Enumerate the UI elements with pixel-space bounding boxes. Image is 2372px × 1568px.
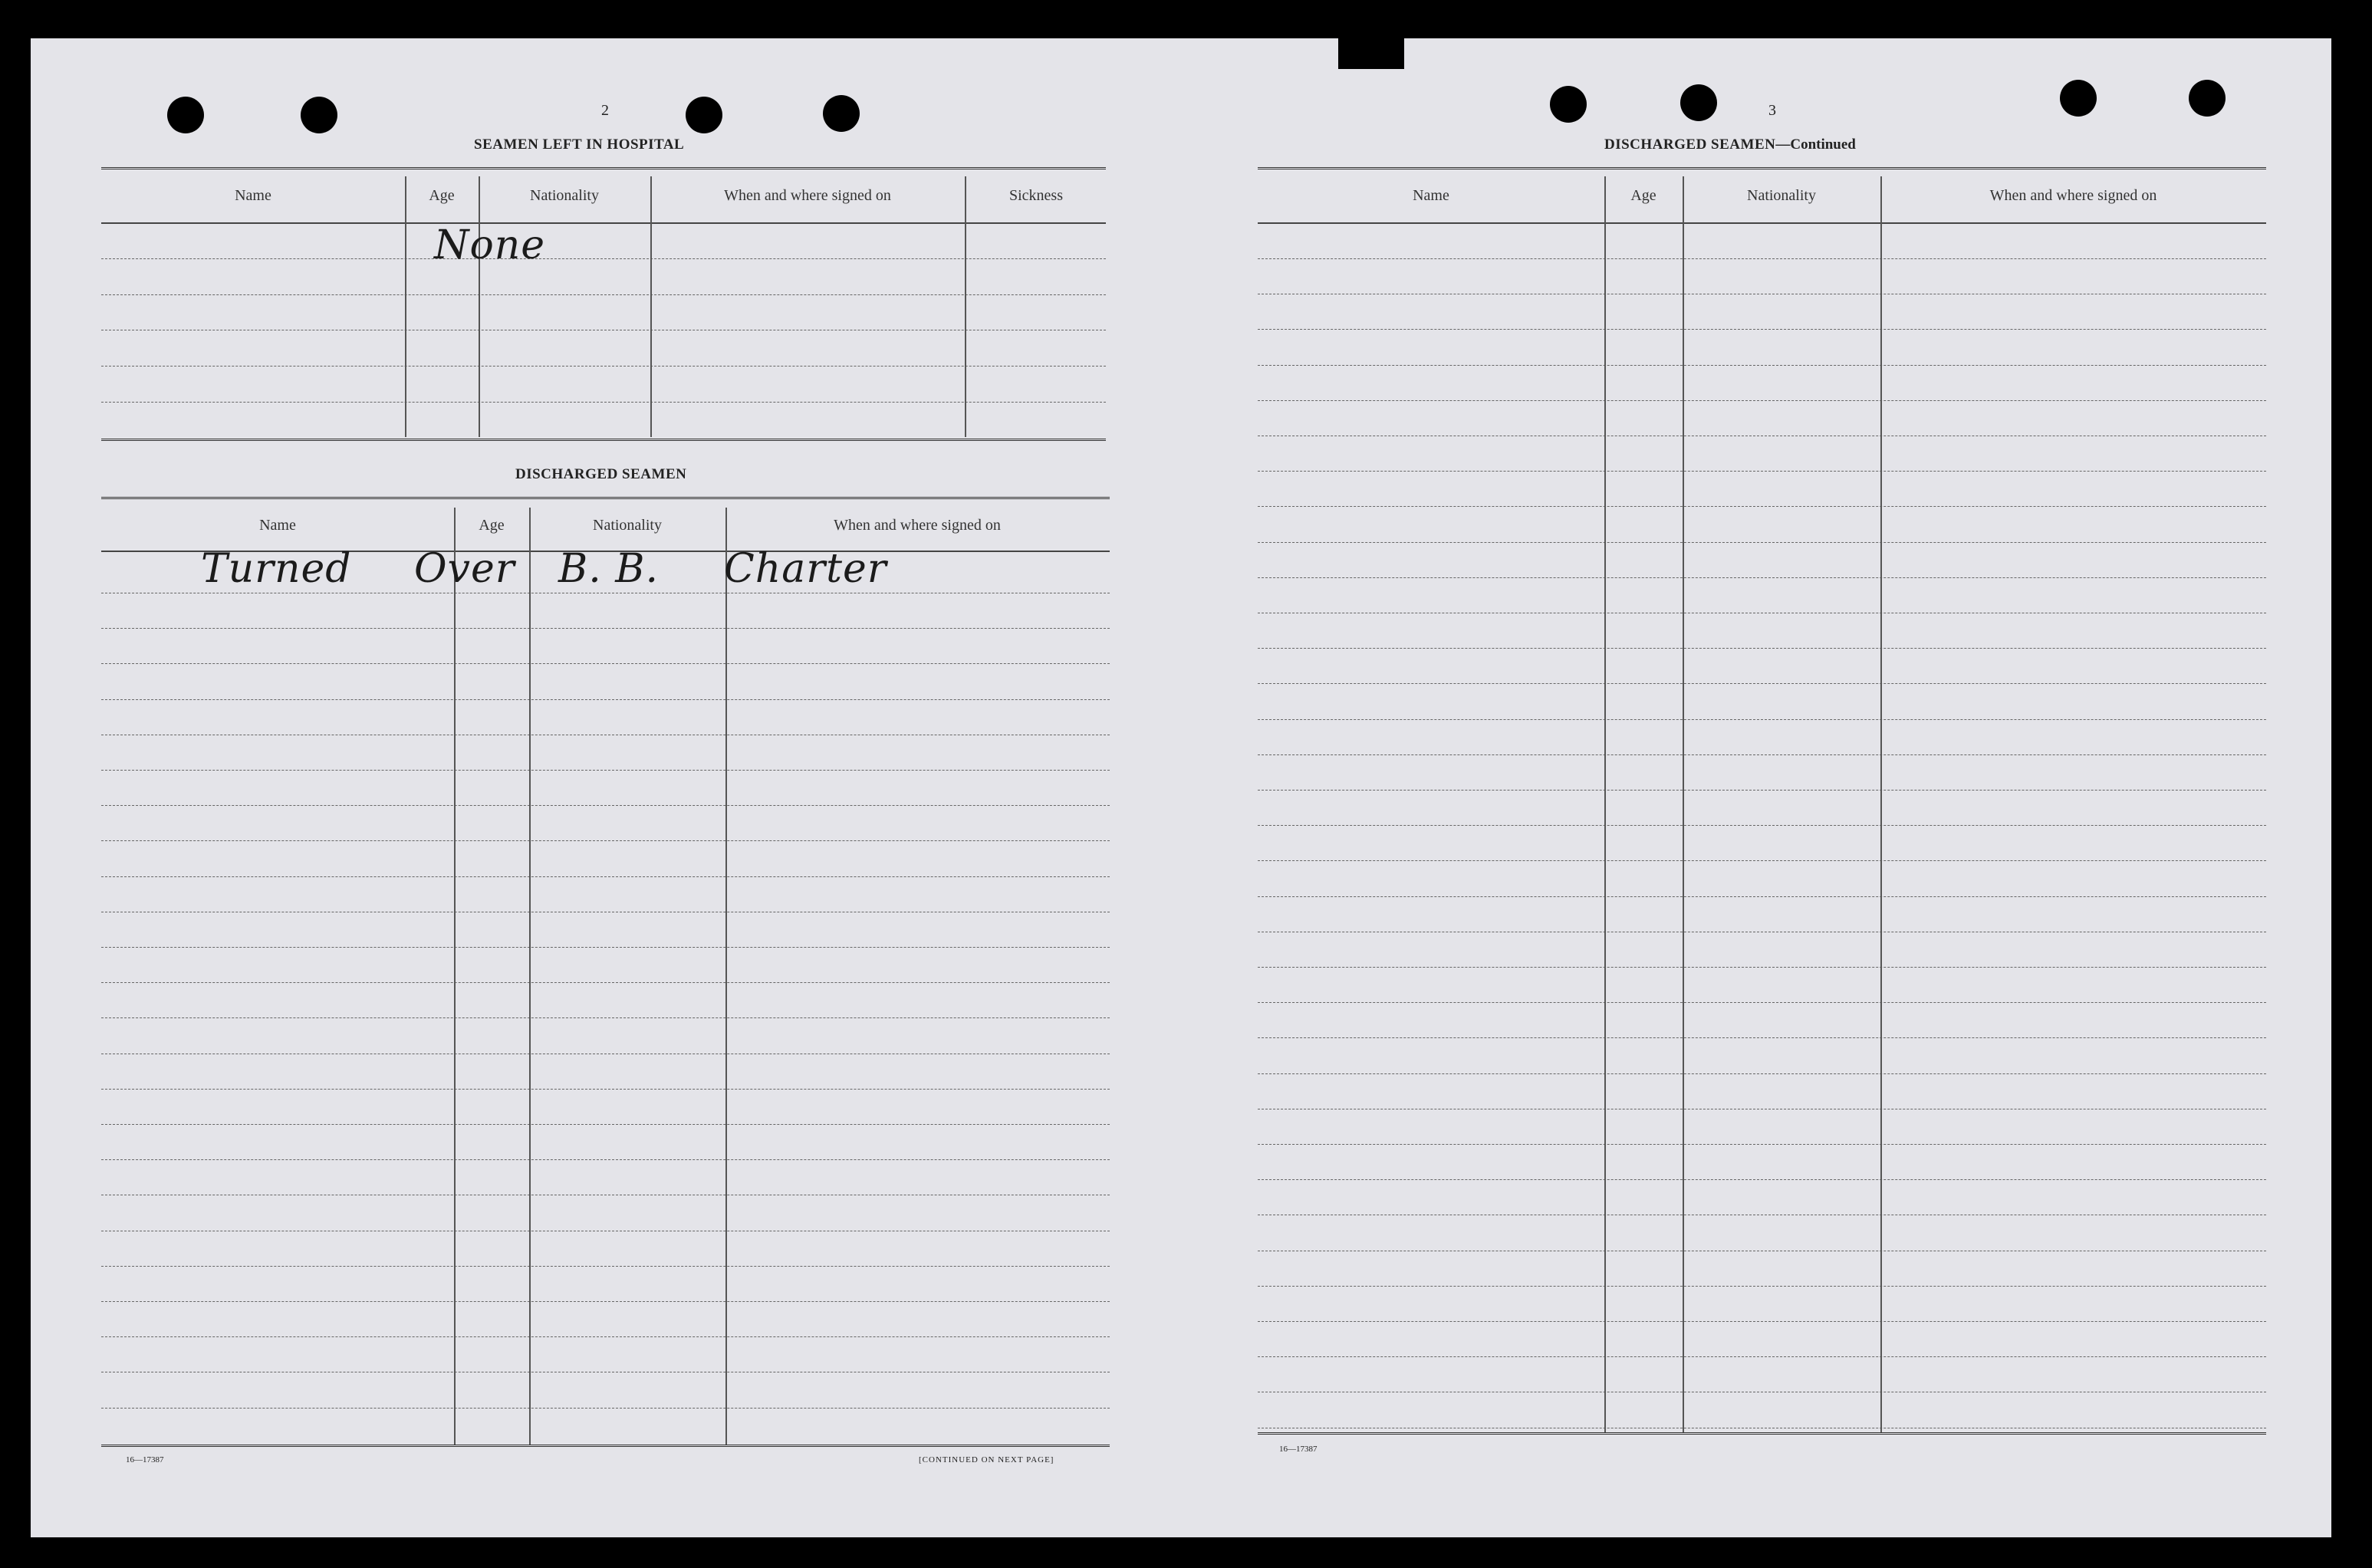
hospital-col-divider [479, 176, 480, 437]
right-top-rule [1258, 167, 2266, 169]
hospital-row-line [101, 294, 1106, 295]
table-row-line [101, 1124, 1110, 1125]
continued-note: [CONTINUED ON NEXT PAGE] [919, 1455, 1054, 1464]
form-number-right: 16—17387 [1279, 1445, 1318, 1454]
table-row-line [101, 1266, 1110, 1267]
table-row-line [101, 663, 1110, 664]
table-row-line [101, 1408, 1110, 1409]
table-row-line [1258, 1002, 2266, 1003]
discharged-col-age: Age [479, 517, 505, 534]
discharged-col-divider [529, 508, 531, 1445]
discharged-col-divider [725, 508, 727, 1445]
form-number-left: 16—17387 [126, 1455, 164, 1464]
discharged-bottom-rule [101, 1445, 1110, 1447]
table-row-line [101, 1017, 1110, 1018]
table-row-line [1258, 754, 2266, 755]
right-col-divider [1604, 176, 1606, 1432]
table-row-line [1258, 683, 2266, 684]
table-row-line [1258, 648, 2266, 649]
right-col-name: Name [1413, 187, 1449, 204]
discharged-col-nationality: Nationality [593, 517, 662, 534]
table-row-line [101, 699, 1110, 700]
right-bottom-rule [1258, 1432, 2266, 1435]
right-header-rule [1258, 222, 2266, 224]
right-col-divider [1683, 176, 1684, 1432]
handwritten-signed-on: Charter [724, 546, 887, 592]
table-row-line [1258, 577, 2266, 578]
table-row-line [101, 947, 1110, 948]
table-row-line [1258, 1144, 2266, 1145]
punch-hole [2189, 80, 2226, 117]
hospital-col-divider [965, 176, 966, 437]
table-row-line [101, 1336, 1110, 1337]
table-row-line [101, 840, 1110, 841]
discharged-continued-title [1604, 136, 1856, 153]
hospital-col-signed-on: When and where signed on [724, 187, 891, 204]
hospital-col-nationality: Nationality [530, 187, 599, 204]
table-row-line [101, 628, 1110, 629]
table-row-line [1258, 400, 2266, 401]
table-row-line [1258, 1179, 2266, 1180]
table-row-line [1258, 542, 2266, 543]
table-row-line [1258, 329, 2266, 330]
discharged-col-name: Name [259, 517, 296, 534]
discharged-col-divider [454, 508, 456, 1445]
top-notch [1338, 31, 1404, 69]
right-col-signed-on: When and where signed on [1989, 187, 2157, 204]
handwritten-name: Turned [201, 546, 352, 592]
hospital-col-age: Age [429, 187, 455, 204]
hospital-section-title: SEAMEN LEFT IN HOSPITAL [474, 136, 685, 153]
table-row-line [1258, 825, 2266, 826]
table-row-line [1258, 790, 2266, 791]
hospital-bottom-rule [101, 439, 1106, 441]
hospital-top-rule [101, 167, 1106, 169]
hospital-col-divider [650, 176, 652, 437]
discharged-col-signed-on: When and where signed on [834, 517, 1001, 534]
table-row-line [1258, 258, 2266, 259]
table-row-line [1258, 365, 2266, 366]
table-row-line [101, 805, 1110, 806]
table-row-line [101, 876, 1110, 877]
table-row-line [101, 1159, 1110, 1160]
hospital-col-name: Name [235, 187, 271, 204]
handwritten-age: Over [414, 546, 515, 592]
table-row-line [1258, 1321, 2266, 1322]
punch-hole [686, 97, 722, 133]
table-row-line [1258, 1286, 2266, 1287]
right-col-age: Age [1630, 187, 1656, 204]
table-row-line [1258, 967, 2266, 968]
table-row-line [1258, 1356, 2266, 1357]
right-col-nationality: Nationality [1747, 187, 1816, 204]
right-col-divider [1880, 176, 1882, 1432]
table-row-line [101, 1089, 1110, 1090]
table-row-line [1258, 896, 2266, 897]
discharged-continued-title-main: DISCHARGED SEAMEN [1604, 136, 1776, 153]
hospital-row-line [101, 402, 1106, 403]
page-number-left: 2 [601, 102, 609, 119]
table-row-line [101, 1301, 1110, 1302]
discharged-continued-title-suffix: —Continued [1775, 136, 1856, 153]
discharged-top-rule [101, 497, 1110, 499]
punch-hole [1680, 84, 1717, 121]
punch-hole [2060, 80, 2097, 117]
table-row-line [1258, 860, 2266, 861]
table-row-line [1258, 1073, 2266, 1074]
hospital-row-line [101, 258, 1106, 259]
table-row-line [101, 770, 1110, 771]
punch-hole [823, 95, 860, 132]
punch-hole [301, 97, 337, 133]
handwritten-nationality: B. B. [558, 546, 660, 592]
discharged-section-title: DISCHARGED SEAMEN [515, 466, 687, 482]
hospital-col-sickness: Sickness [1009, 187, 1063, 204]
table-row-line [1258, 1037, 2266, 1038]
table-row-line [101, 982, 1110, 983]
table-row-line [1258, 471, 2266, 472]
hospital-col-divider [405, 176, 406, 437]
hospital-header-rule [101, 222, 1106, 224]
hospital-row-line [101, 366, 1106, 367]
handwritten-none: None [434, 222, 546, 268]
table-row-line [1258, 719, 2266, 720]
punch-hole [1550, 86, 1587, 123]
table-row-line [1258, 506, 2266, 507]
form-sheet [31, 38, 2331, 1537]
punch-hole [167, 97, 204, 133]
page-number-right: 3 [1768, 102, 1776, 119]
